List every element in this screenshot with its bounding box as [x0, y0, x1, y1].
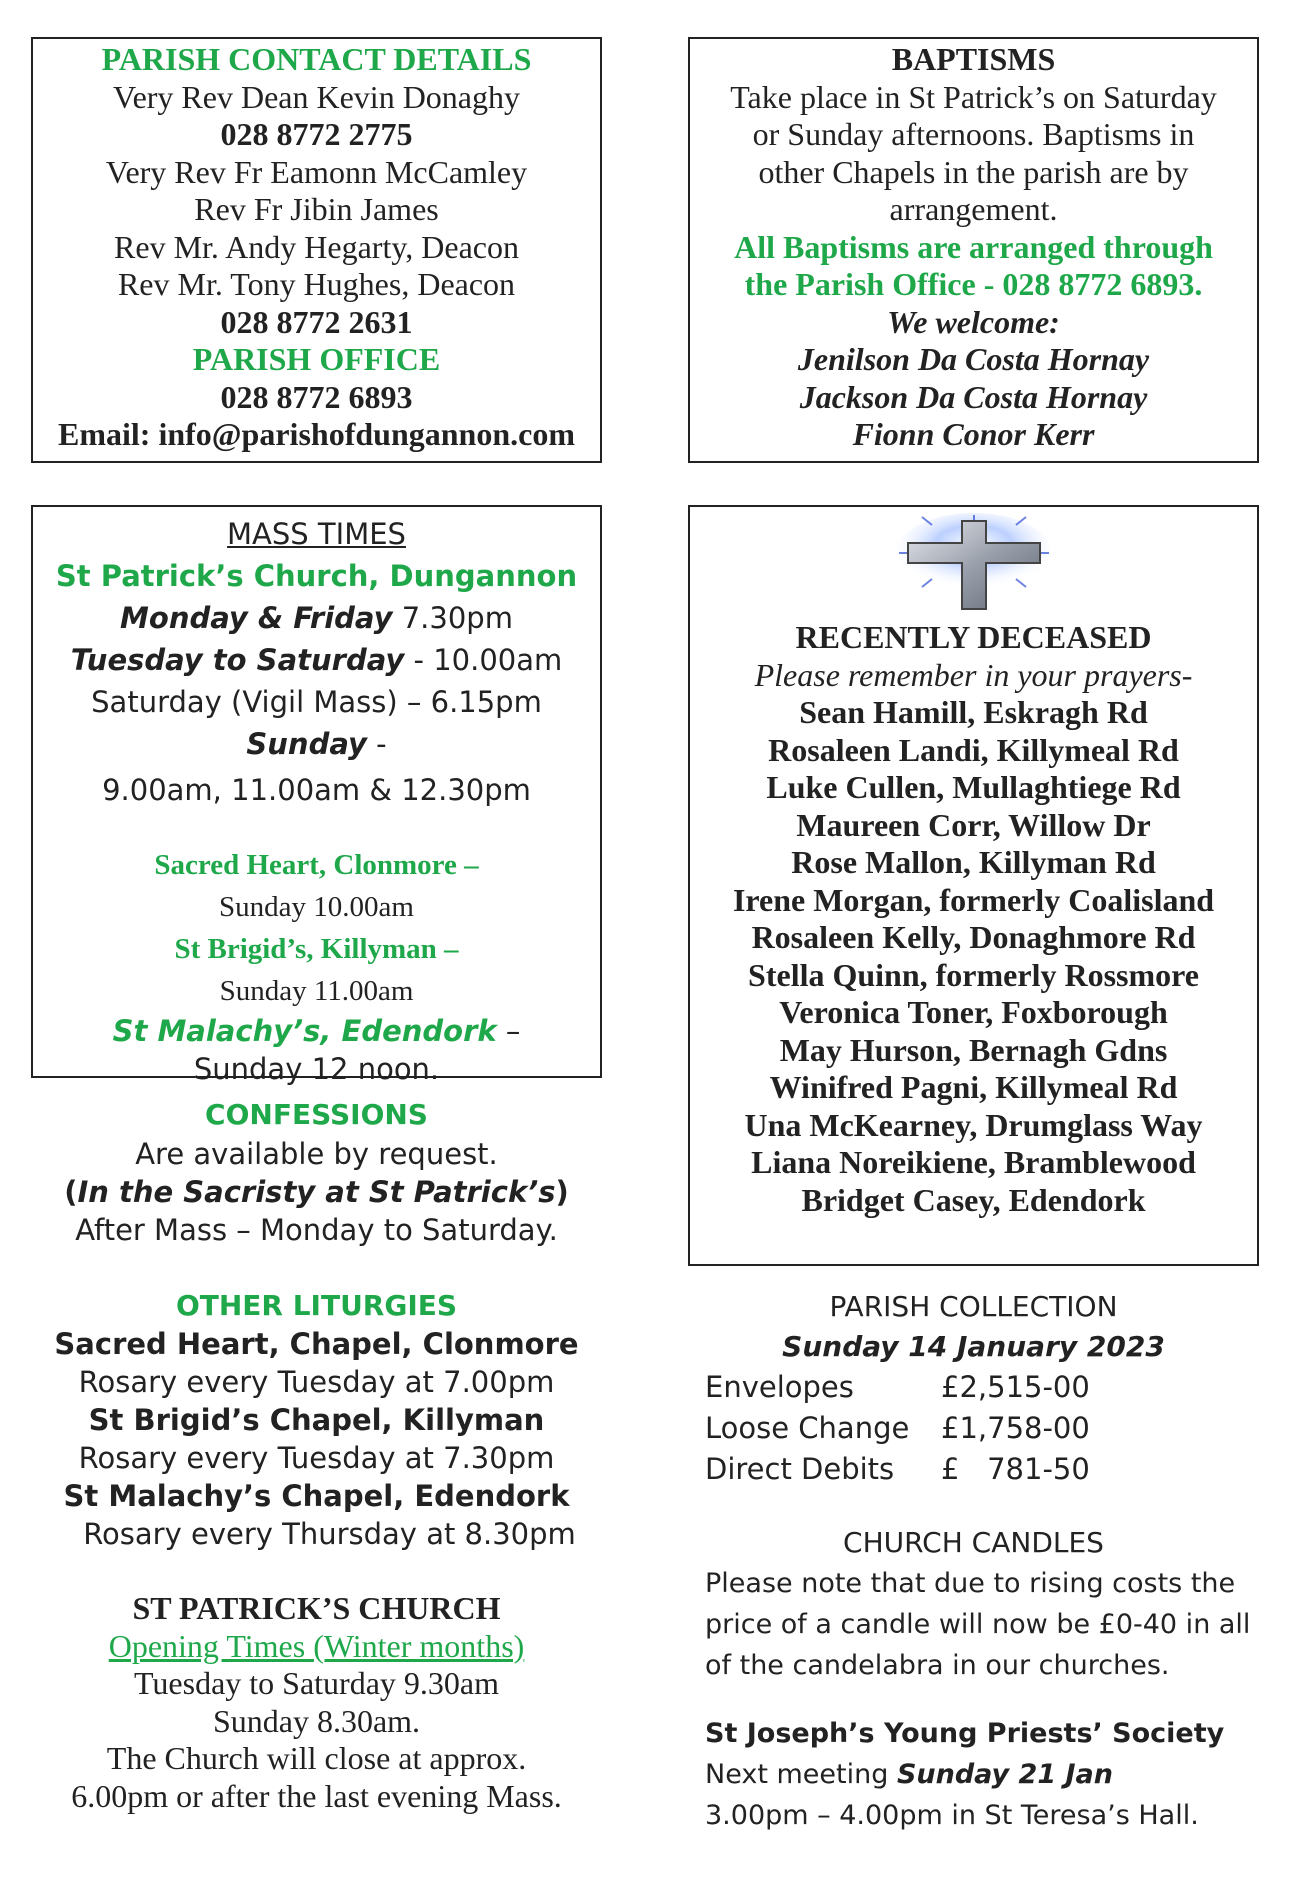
candles-title: CHURCH CANDLES — [843, 1526, 1104, 1559]
deceased-name: Rosaleen Landi, Killymeal Rd — [768, 731, 1179, 768]
deceased-name: Veronica Toner, Foxborough — [779, 994, 1168, 1030]
collection-label: Direct Debits — [705, 1452, 895, 1486]
liturgy-time: Rosary every Thursday at 8.30pm — [83, 1517, 576, 1551]
deceased-subtitle: Please remember in your prayers- — [754, 656, 1193, 693]
candles-line: of the candelabra in our churches. — [705, 1650, 1170, 1681]
confessions-location: In the Sacristy at St Patrick’s — [77, 1175, 556, 1209]
deceased-title: RECENTLY DECEASED — [795, 619, 1152, 655]
deceased-name: Irene Morgan, formerly Coalisland — [732, 881, 1215, 918]
mass-mon-fri — [33, 597, 600, 639]
church-hours-section — [31, 1590, 602, 1815]
chapel-time: Sunday 12 noon. — [193, 1052, 440, 1086]
mass-times-box — [31, 505, 602, 1086]
next-prefix: Next meeting — [705, 1759, 897, 1790]
contact-phone: 028 8772 2775 — [220, 116, 413, 152]
society-next — [705, 1754, 1265, 1795]
baptisms-title: BAPTISMS — [891, 41, 1056, 77]
mass-sunday-times: 9.00am, 11.00am & 12.30pm — [102, 773, 531, 807]
deceased-name: Liana Noreikiene, Bramblewood — [751, 1144, 1196, 1180]
deceased-name: Maureen Corr, Willow Dr — [796, 806, 1151, 843]
mass-tue-sat — [33, 639, 600, 681]
time-label: 7.30pm — [392, 601, 513, 635]
baptisms-body: arrangement. — [889, 191, 1058, 227]
baptism-name: Fionn Conor Kerr — [852, 416, 1095, 452]
baptisms-body: or Sunday afternoons. Baptisms in — [752, 116, 1195, 152]
contact-line: Rev Fr Jibin James — [194, 191, 439, 227]
office-title: PARISH OFFICE — [192, 341, 441, 377]
mass-vigil: Saturday (Vigil Mass) – 6.15pm — [91, 685, 542, 719]
baptisms-welcome: We welcome: — [887, 303, 1060, 340]
baptisms-note: the Parish Office - 028 8772 6893. — [744, 266, 1203, 302]
candles-section — [688, 1523, 1259, 1686]
church-hours-line: Sunday 8.30am. — [212, 1702, 421, 1739]
paren: ( — [64, 1175, 78, 1209]
chapel-name: St Malachy’s, Edendork — [112, 1014, 497, 1048]
church-hours-title: ST PATRICK’S CHURCH — [132, 1590, 501, 1626]
society-time: 3.00pm – 4.00pm in St Teresa’s Hall. — [705, 1800, 1199, 1831]
day-label: Monday & Friday — [120, 601, 393, 635]
deceased-name: Rosaleen Kelly, Donaghmore Rd — [751, 919, 1196, 955]
deceased-box — [688, 505, 1259, 1266]
baptism-name: Jenilson Da Costa Hornay — [797, 341, 1150, 377]
liturgy-place: St Malachy’s Chapel, Edendork — [63, 1479, 570, 1513]
contact-line: Very Rev Fr Eamonn McCamley — [105, 153, 528, 190]
collection-row — [705, 1408, 1259, 1449]
society-section — [705, 1713, 1265, 1836]
baptisms-body: other Chapels in the parish are by — [758, 153, 1189, 190]
collection-label: Loose Change — [705, 1411, 910, 1445]
contact-email: Email: info@parishofdungannon.com — [58, 416, 575, 452]
contact-line: Rev Mr. Tony Hughes, Deacon — [117, 266, 516, 302]
liturgy-time: Rosary every Tuesday at 7.30pm — [78, 1441, 555, 1475]
chapel-time: Sunday 10.00am — [219, 891, 414, 923]
confessions-line: Are available by request. — [135, 1137, 498, 1171]
collection-label: Envelopes — [705, 1370, 854, 1404]
chapel-name: Sacred Heart, Clonmore – — [154, 849, 479, 881]
mass-title: MASS TIMES — [227, 517, 406, 551]
deceased-name: Una McKearney, Drumglass Way — [744, 1106, 1203, 1143]
liturgy-place: St Brigid’s Chapel, Killyman — [88, 1403, 545, 1437]
baptisms-body: Take place in St Patrick’s on Saturday — [730, 78, 1217, 115]
paren: ) — [555, 1175, 569, 1209]
mass-sunday — [33, 723, 600, 765]
society-title: St Joseph’s Young Priests’ Society — [705, 1718, 1225, 1749]
chapel-name-row — [33, 1012, 600, 1050]
candles-line: Please note that due to rising costs the — [705, 1568, 1236, 1599]
baptisms-box — [688, 37, 1259, 463]
baptisms-note: All Baptisms are arranged through — [734, 228, 1213, 265]
church-hours-line: 6.00pm or after the last evening Mass. — [71, 1777, 562, 1814]
church-hours-line: Tuesday to Saturday 9.30am — [133, 1665, 499, 1701]
liturgies-title: OTHER LITURGIES — [175, 1289, 458, 1322]
contact-line: Very Rev Dean Kevin Donaghy — [113, 78, 520, 115]
contact-line: Rev Mr. Andy Hegarty, Deacon — [114, 228, 519, 265]
time-label: - 10.00am — [404, 643, 563, 677]
church-hours-line: The Church will close at approx. — [106, 1740, 527, 1776]
liturgy-place: Sacred Heart, Chapel, Clonmore — [54, 1327, 579, 1361]
confessions-section — [31, 1095, 602, 1249]
church-hours-subtitle: Opening Times (Winter months) — [108, 1627, 525, 1664]
contact-box — [31, 37, 602, 463]
contact-phone: 028 8772 2631 — [220, 303, 413, 340]
dash: – — [496, 1014, 521, 1048]
day-label: Sunday — [246, 727, 367, 761]
collection-amount: £1,758-00 — [941, 1411, 1090, 1445]
day-label: Tuesday to Saturday — [70, 643, 405, 677]
liturgies-section — [31, 1287, 602, 1553]
collection-row — [705, 1367, 1259, 1408]
confessions-title: CONFESSIONS — [205, 1098, 428, 1131]
deceased-name: Stella Quinn, formerly Rossmore — [748, 956, 1199, 993]
mass-church: St Patrick’s Church, Dungannon — [55, 559, 578, 593]
deceased-name: May Hurson, Bernagh Gdns — [779, 1031, 1168, 1068]
office-phone: 028 8772 6893 — [220, 378, 413, 415]
deceased-name: Bridget Casey, Edendork — [801, 1181, 1146, 1218]
dash: - — [366, 727, 387, 761]
chapel-name: St Brigid’s, Killyman – — [174, 933, 459, 965]
collection-date: Sunday 14 January 2023 — [782, 1330, 1165, 1363]
contact-title: PARISH CONTACT DETAILS — [101, 41, 532, 77]
confessions-line: After Mass – Monday to Saturday. — [75, 1213, 558, 1247]
collection-section — [688, 1287, 1259, 1490]
cross-icon — [894, 513, 1054, 613]
baptism-name: Jackson Da Costa Hornay — [799, 378, 1148, 415]
confessions-line — [31, 1173, 602, 1211]
candles-line: price of a candle will now be £0-40 in all — [705, 1609, 1251, 1640]
deceased-name: Luke Cullen, Mullaghtiege Rd — [766, 769, 1181, 805]
deceased-name: Sean Hamill, Eskragh Rd — [799, 694, 1148, 730]
collection-amount: £ 781-50 — [941, 1452, 1090, 1486]
chapel-time: Sunday 11.00am — [219, 975, 414, 1007]
collection-row — [705, 1449, 1259, 1490]
deceased-name: Winifred Pagni, Killymeal Rd — [769, 1069, 1178, 1105]
deceased-name: Rose Mallon, Killyman Rd — [791, 844, 1156, 880]
collection-title: PARISH COLLECTION — [829, 1290, 1118, 1323]
liturgy-time: Rosary every Tuesday at 7.00pm — [78, 1365, 555, 1399]
collection-amount: £2,515-00 — [941, 1370, 1090, 1404]
next-date: Sunday 21 Jan — [896, 1759, 1114, 1790]
